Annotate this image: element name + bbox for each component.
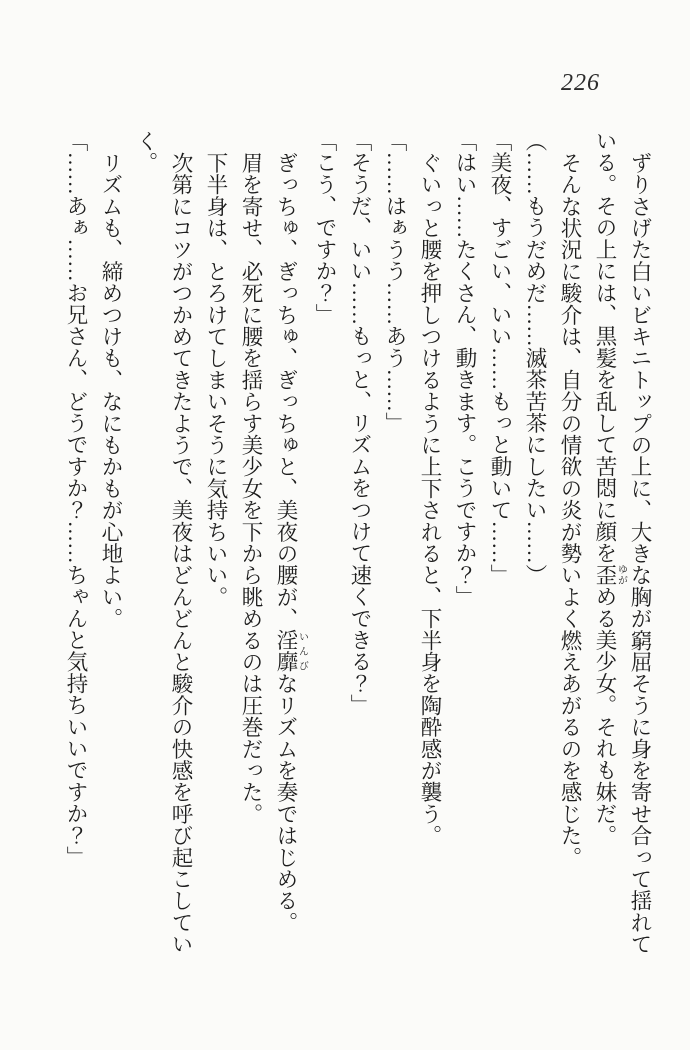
furigana-text: いんび	[296, 628, 308, 673]
paragraph: 「そうだ、いい……もっと、リズムをつけて速くできる？」	[348, 130, 372, 716]
paragraph: そんな状況に駿介は、自分の情欲の炎が勢いよく燃えあがるのを感じた。	[558, 151, 582, 868]
paragraph: 次第にコツがつかめてきたようで、美夜はどんどんと駿介の快感を呼び起こしていく。	[134, 130, 193, 955]
paragraph: 「美夜、すごい、いい……もっと動いて……」	[488, 130, 512, 586]
text-block	[55, 130, 657, 960]
furigana-text: ゆが	[615, 564, 627, 586]
paragraph: 眉を寄せ、必死に腰を揺らす美少女を下から眺めるのは圧巻だった。	[239, 151, 263, 825]
paragraph: 「はい……たくさん、動きます。こうですか？」	[453, 130, 477, 608]
paragraph: 下半身は、とろけてしまいそうに気持ちいい。	[204, 151, 228, 608]
paragraph: 「……あぁ……お兄さん、どうですか？……ちゃんと気持ちいいですか？」	[64, 130, 88, 868]
furigana-annotated-word: 淫靡いんび	[274, 628, 308, 673]
page-number: 226	[561, 70, 600, 96]
paragraph: ずりさげた白いビキニトップの上に、大きな胸が窮屈そうに身を寄せ合って揺れている。その上には、黒髪を乱して苦悶に顔を歪ゆがめる美少女。それも妹だ。	[593, 130, 652, 955]
paragraph: リズムも、締めつけも、なにもかもが心地よい。	[99, 151, 123, 629]
paragraph: 「……はぁうう……あう……」	[383, 130, 407, 434]
paragraph: 「こう、ですか？」	[313, 130, 337, 326]
furigana-annotated-word: 歪ゆが	[593, 564, 627, 586]
paragraph: ぎっちゅ、ぎっちゅ、ぎっちゅと、美夜の腰が、淫靡いんびなリズムを奏ではじめる。	[274, 151, 308, 933]
paragraph: （……もうだめだ……滅茶苦茶にしたい……）	[523, 130, 547, 586]
paragraph: ぐいっと腰を押しつけるように上下されると、下半身を陶酔感が襲う。	[418, 151, 442, 846]
